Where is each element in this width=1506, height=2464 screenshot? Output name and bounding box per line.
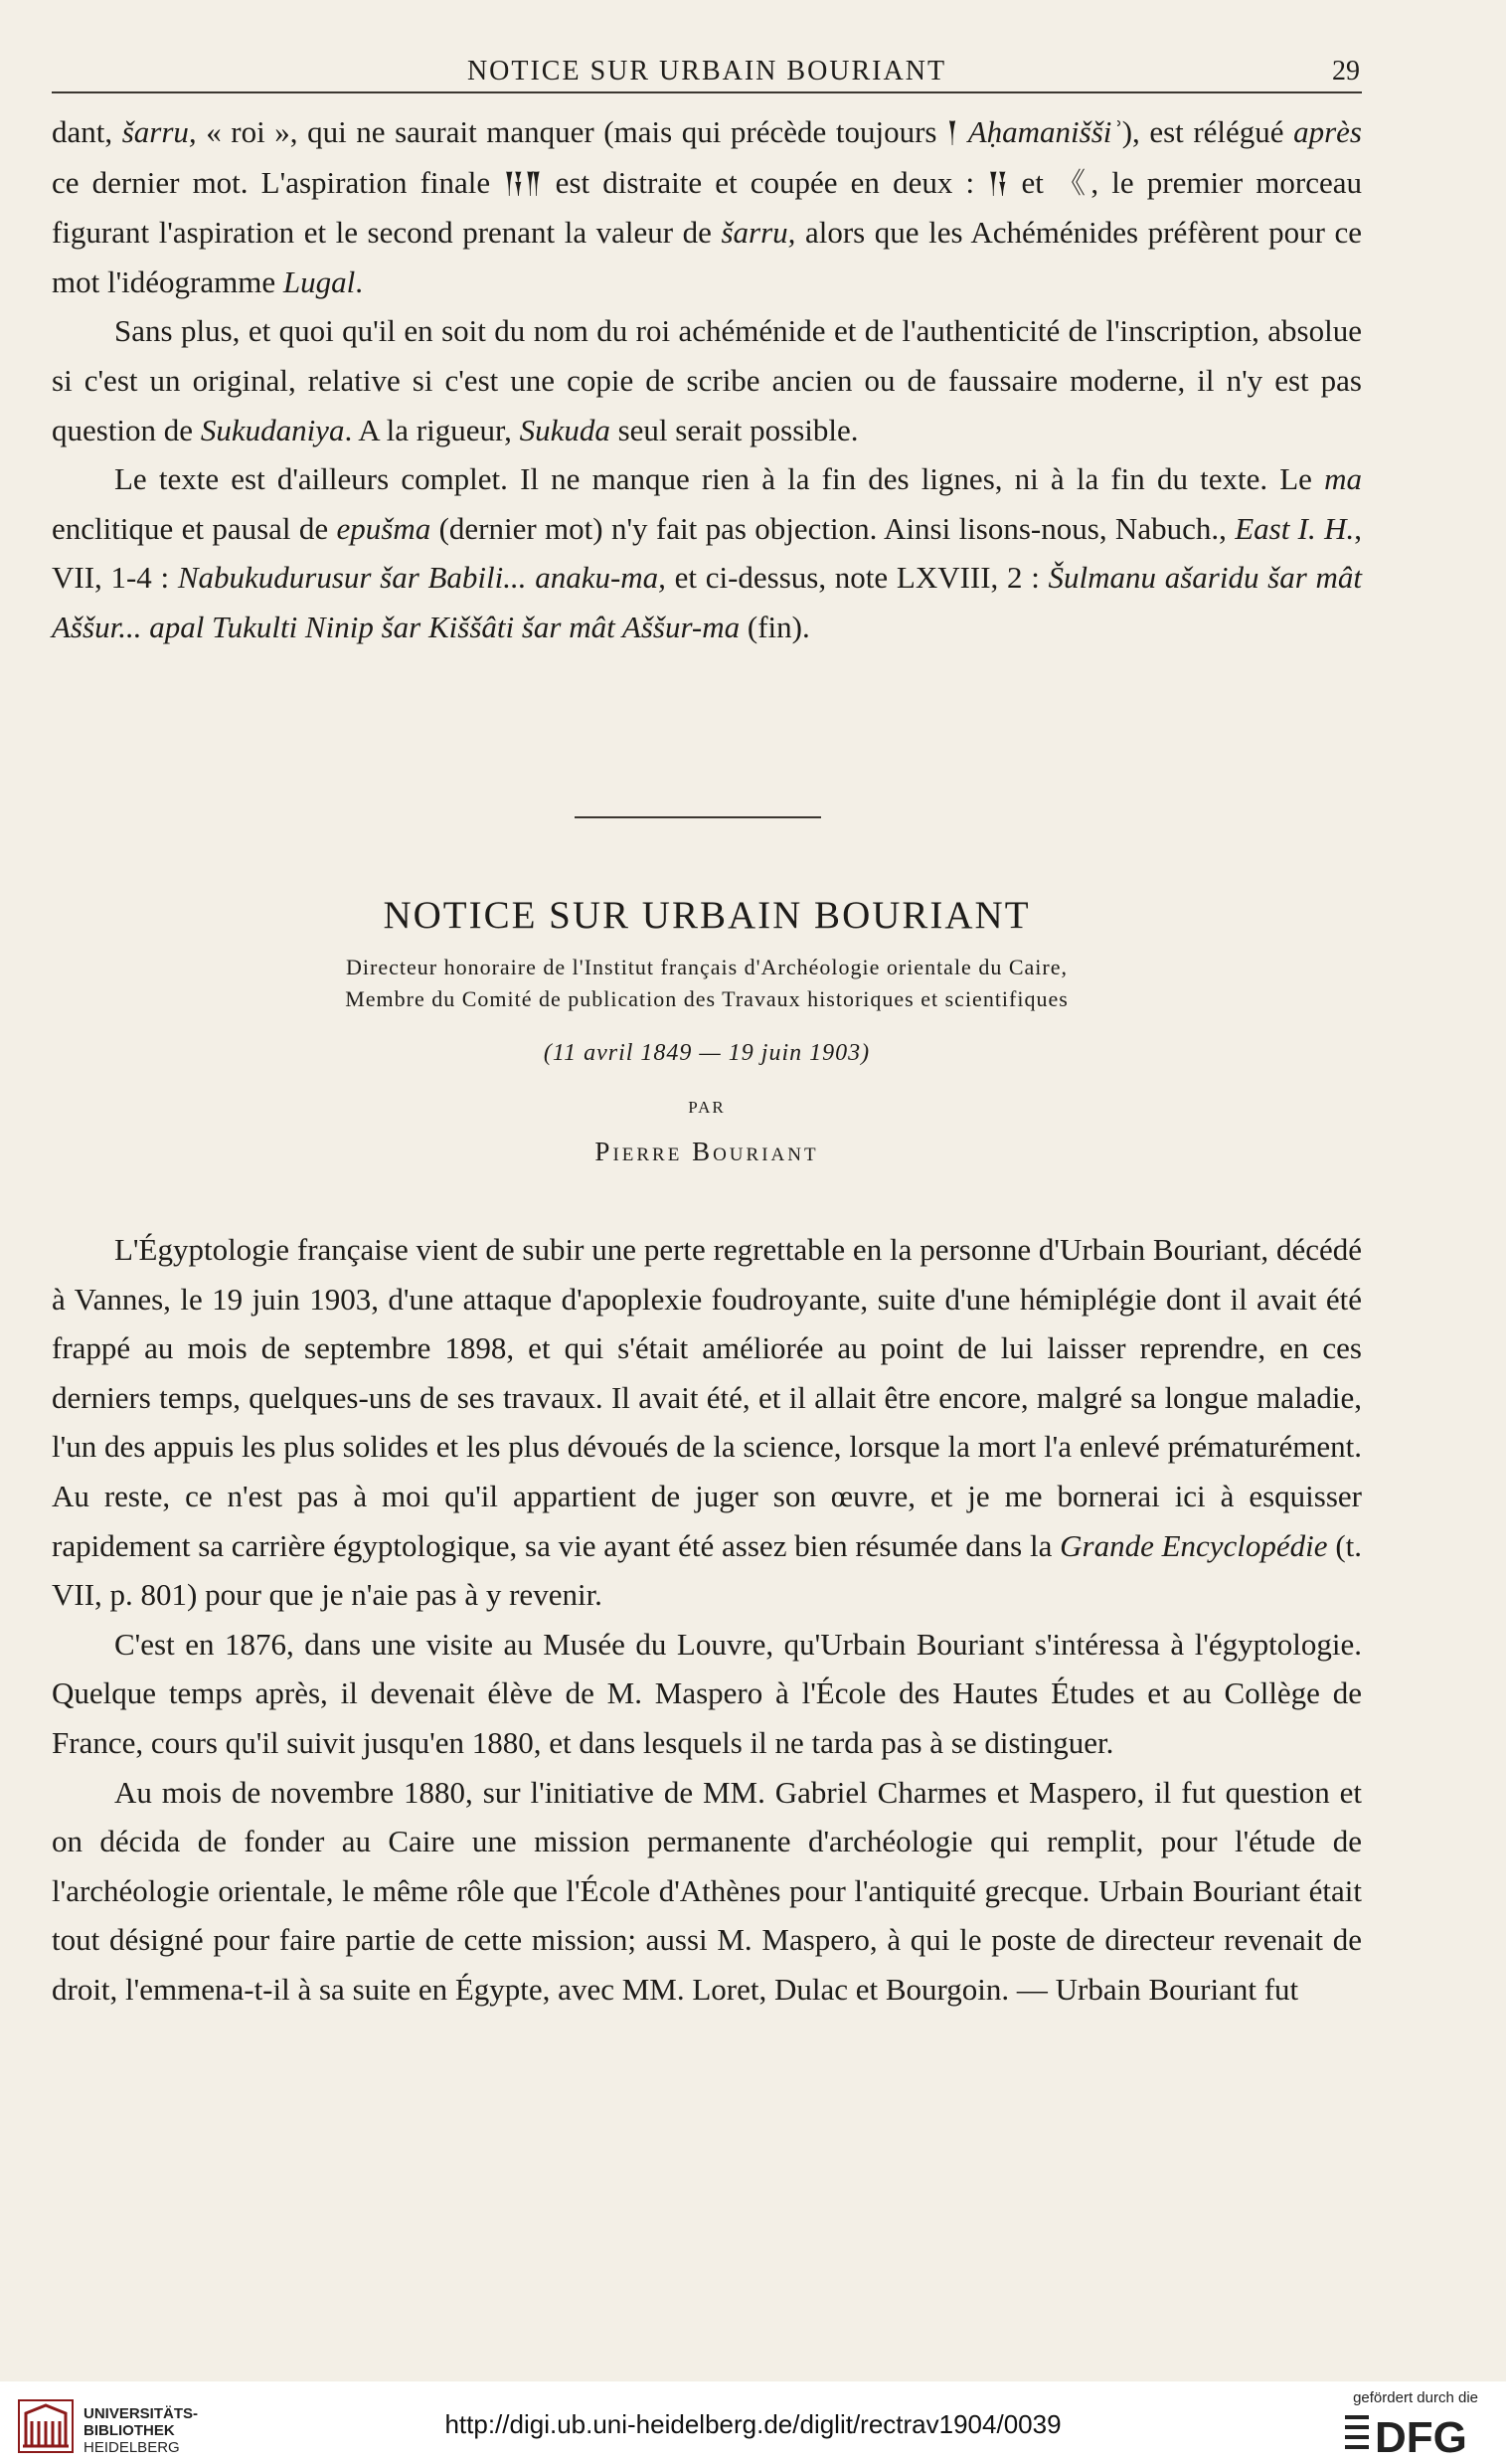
running-header (52, 52, 1362, 93)
page-number: 29 (1332, 56, 1360, 87)
dfg-wordmark: DFG (1375, 2413, 1467, 2457)
paragraph: Le texte est d'ailleurs complet. Il ne manque rien à la fin des lignes, ni à la fin du texte. Le ma enclitique et pausal de epušma (dernier mot) n'y fait pas objection. Ainsi lisons-nous, Nabuch., East I. H., VII, 1-4 : Nabukudurusur šar Babili... anaku-ma, et ci-dessus, note LXVIII, 2 : Šulmanu ašaridu šar mât Aššur... apal Tukulti Ninip šar Kiššâti šar mât Aššur-ma (fin). (52, 461, 1363, 644)
source-url-link[interactable]: http://digi.ub.uni-heidelberg.de/diglit/rectrav1904/0039 (444, 2409, 1062, 2439)
paragraph: dant, šarru, « roi », qui ne saurait manquer (mais qui précède toujours 𒁹 Aḥamaniššiʾ), est rélégué après ce dernier mot. L'aspiration finale 𒀀𒈫 est distraite et coupée en deux : 𒀀 et 《, le premier morceau figurant l'aspiration et le second prenant la valeur de šarru, alors que les Achéménides préfèrent pour ce mot l'idéogramme Lugal. (52, 114, 1362, 299)
cuneiform-sign: 𒀀𒈫 (503, 165, 543, 200)
article-body (52, 1225, 1362, 2015)
section-divider (575, 816, 821, 818)
by-line: PAR (688, 1098, 726, 1117)
funding-note: gefördert durch die (1353, 2389, 1478, 2406)
digitization-footer (0, 2381, 1506, 2464)
cuneiform-sign: 𒀀 (987, 165, 1009, 200)
cuneiform-sign: 𒁹 (946, 115, 959, 149)
dfg-logo (1345, 2411, 1478, 2457)
life-dates: (11 avril 1849 — 19 juin 1903) (543, 1040, 871, 1066)
cuneiform-sign: 《 (1056, 165, 1091, 200)
paragraph: Au mois de novembre 1880, sur l'initiative de MM. Gabriel Charmes et Maspero, il fut question et on décida de fonder au Caire une mission permanente d'archéologie qui remplit, pour l'étude de l'archéologie orientale, le même rôle que l'École d'Athènes pour l'antiquité grecque. Urbain Bouriant était tout désigné pour faire partie de cette mission; aussi M. Maspero, à qui le poste de directeur revenait de droit, l'emmena-t-il à sa suite en Égypte, avec MM. Loret, Dulac et Bourgoin. — Urbain Bouriant fut (52, 1774, 1362, 2007)
notice-subtitle: Membre du Comité de publication des Travaux historiques et scientifiques (345, 986, 1069, 1011)
continued-text (52, 107, 1362, 652)
paragraph: L'Égyptologie française vient de subir une perte regrettable en la personne d'Urbain Bouriant, décédé à Vannes, le 19 juin 1903, d'une attaque d'apoplexie foudroyante, suite d'une hémiplégie dont il avait été frappé au mois de septembre 1898, et qui s'était améliorée au point de lui laisser reprendre, en ces derniers temps, quelques-uns de ses travaux. Il avait été, et il allait être encore, malgré sa longue maladie, l'un des appuis les plus solides et les plus dévoués de la science, lorsque la mort l'a enlevé prématurément. Au reste, ce n'est pas à moi qu'il appartient de juger son œuvre, et je me bornerai ici à esquisser rapidement sa carrière égyptologique, sa vie ayant été assez bien résumée dans la Grande Encyclopédie (t. VII, p. 801) pour que je n'aie pas à y revenir. (52, 1232, 1363, 1613)
notice-subtitle: Directeur honoraire de l'Institut français d'Archéologie orientale du Caire, (346, 955, 1068, 979)
running-title: NOTICE SUR URBAIN BOURIANT (466, 56, 947, 87)
author-name: Pierre Bouriant (594, 1137, 819, 1166)
notice-title: NOTICE SUR URBAIN BOURIANT (383, 894, 1031, 937)
paragraph: Sans plus, et quoi qu'il en soit du nom du roi achéménide et de l'authenticité de l'inscription, absolue si c'est un original, relative si c'est une copie de scribe ancien ou de faussaire moderne, il n'y est pas question de Sukudaniya. A la rigueur, Sukuda seul serait possible. (52, 313, 1362, 447)
library-name: UNIVERSITÄTS- BIBLIOTHEK HEIDELBERG (84, 2405, 199, 2456)
paragraph: C'est en 1876, dans une visite au Musée du Louvre, qu'Urbain Bouriant s'intéressa à l'égyptologie. Quelque temps après, il devenait élève de M. Maspero à l'École des Hautes Études et au Collège de France, cours qu'il suivit jusqu'en 1880, et dans lesquels il ne tarda pas à se distinguer. (52, 1626, 1362, 1760)
